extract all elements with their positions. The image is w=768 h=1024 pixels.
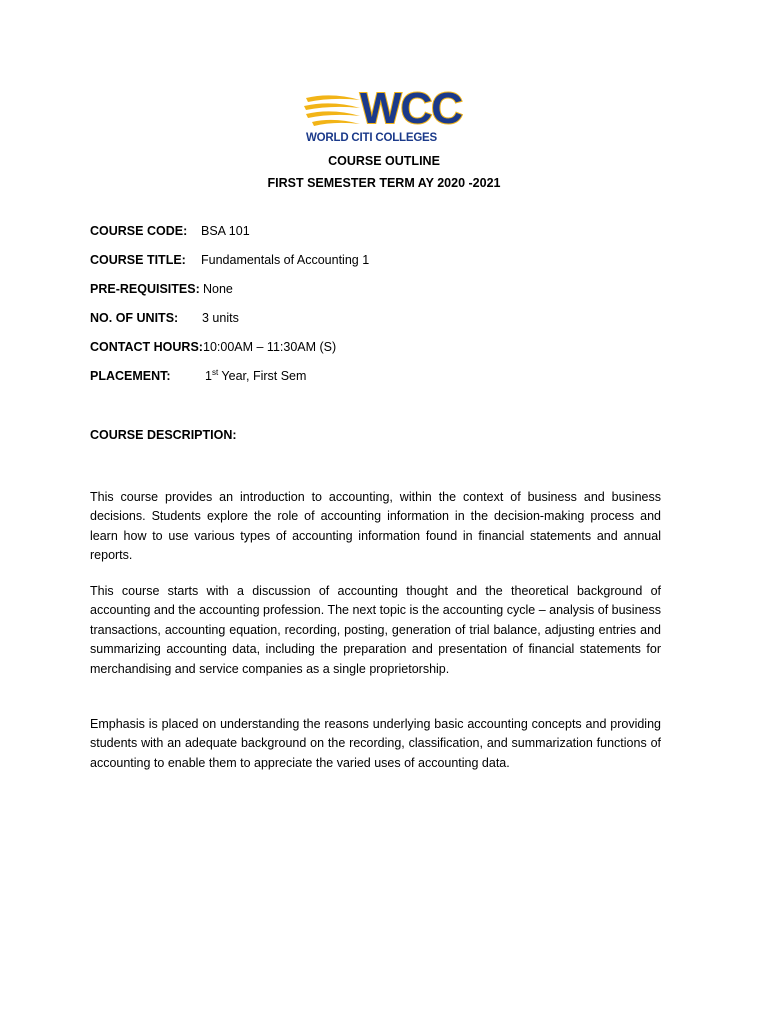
units-value: 3 units <box>202 311 239 325</box>
placement-label: PLACEMENT: <box>90 369 171 383</box>
course-title-label: COURSE TITLE: <box>90 253 186 267</box>
placement-value <box>205 368 306 384</box>
contact-hours-label: CONTACT HOURS: <box>90 340 203 354</box>
college-name: WORLD CITI COLLEGES <box>306 132 437 144</box>
description-paragraph: This course starts with a discussion of accounting thought and the theoretical background of accounting and the accounting profession. The next topic is the accounting cycle – analysis of business transactions, accounting equation, recording, posting, generation of trial balance, adjusting entries and summarizing accounting data, including the preparation and presentation of financial statements for merchandising and service companies as a single proprietorship. <box>90 584 661 676</box>
swoosh-icon <box>302 92 362 132</box>
college-logo <box>302 86 472 148</box>
placement-suffix: st <box>211 367 219 377</box>
logo-letters: WCC <box>360 84 463 133</box>
contact-hours-value: 10:00AM – 11:30AM (S) <box>203 340 337 354</box>
document-title: COURSE OUTLINE <box>328 154 440 168</box>
units-label: NO. OF UNITS: <box>90 311 179 325</box>
description-paragraph: Emphasis is placed on understanding the reasons underlying basic accounting concepts and providing students with an adequate background on the recording, classification, and summarization functions of accounting to enable them to appreciate the varied uses of accounting data. <box>90 717 661 770</box>
term-line: FIRST SEMESTER TERM AY 2020 -2021 <box>267 176 501 190</box>
course-code-label: COURSE CODE: <box>90 224 188 238</box>
placement-ordinal: 1 <box>205 369 212 383</box>
course-description-heading: COURSE DESCRIPTION: <box>90 428 237 442</box>
description-paragraph: This course provides an introduction to accounting, within the context of business and business decisions. Students explore the role of accounting information in the decision-making process and learn how to use various types of accounting information found in financial statements and annual reports. <box>90 490 661 563</box>
prerequisites-label: PRE-REQUISITES: <box>90 282 200 296</box>
placement-rest: Year, First Sem <box>218 369 307 383</box>
prerequisites-value: None <box>203 282 233 296</box>
course-title-value: Fundamentals of Accounting 1 <box>201 253 370 267</box>
course-code-value: BSA 101 <box>201 224 250 238</box>
